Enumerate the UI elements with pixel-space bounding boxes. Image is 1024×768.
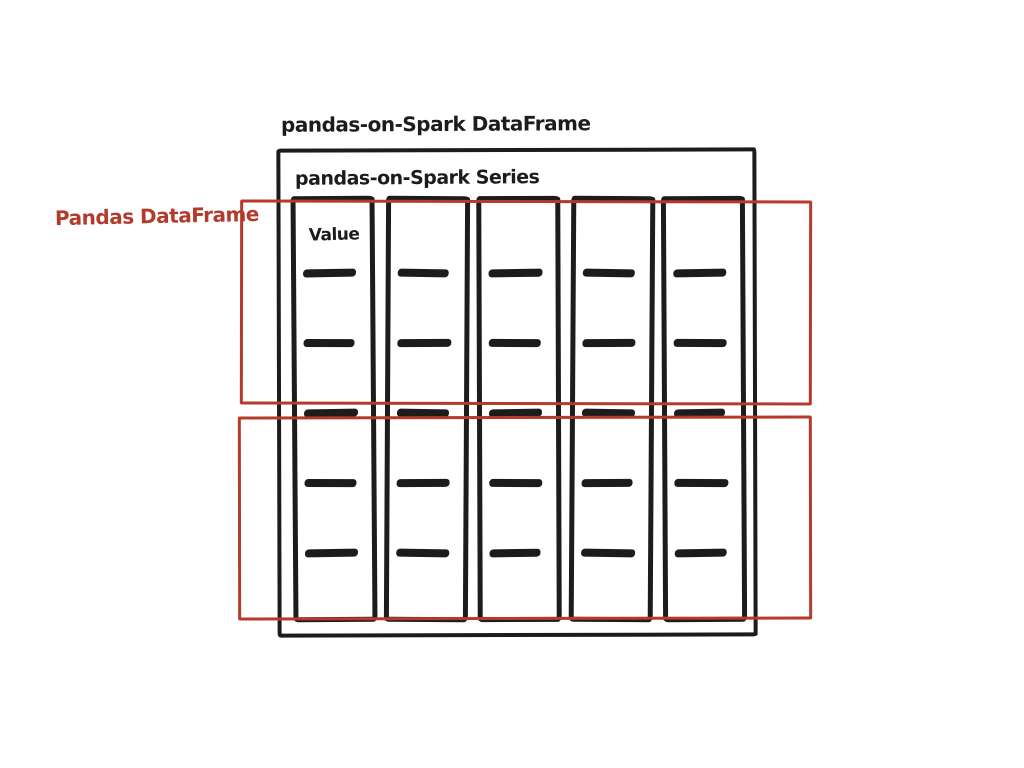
pandas-dataframe-partition-2-box xyxy=(238,415,812,620)
spark-dataframe-title: pandas-on-Spark DataFrame xyxy=(280,111,591,137)
pandas-dataframe-label: Pandas DataFrame xyxy=(54,201,260,231)
pandas-dataframe-partition-1-box xyxy=(240,200,812,406)
spark-series-label: pandas-on-Spark Series xyxy=(294,166,540,190)
value-column-header: Value xyxy=(308,224,360,246)
